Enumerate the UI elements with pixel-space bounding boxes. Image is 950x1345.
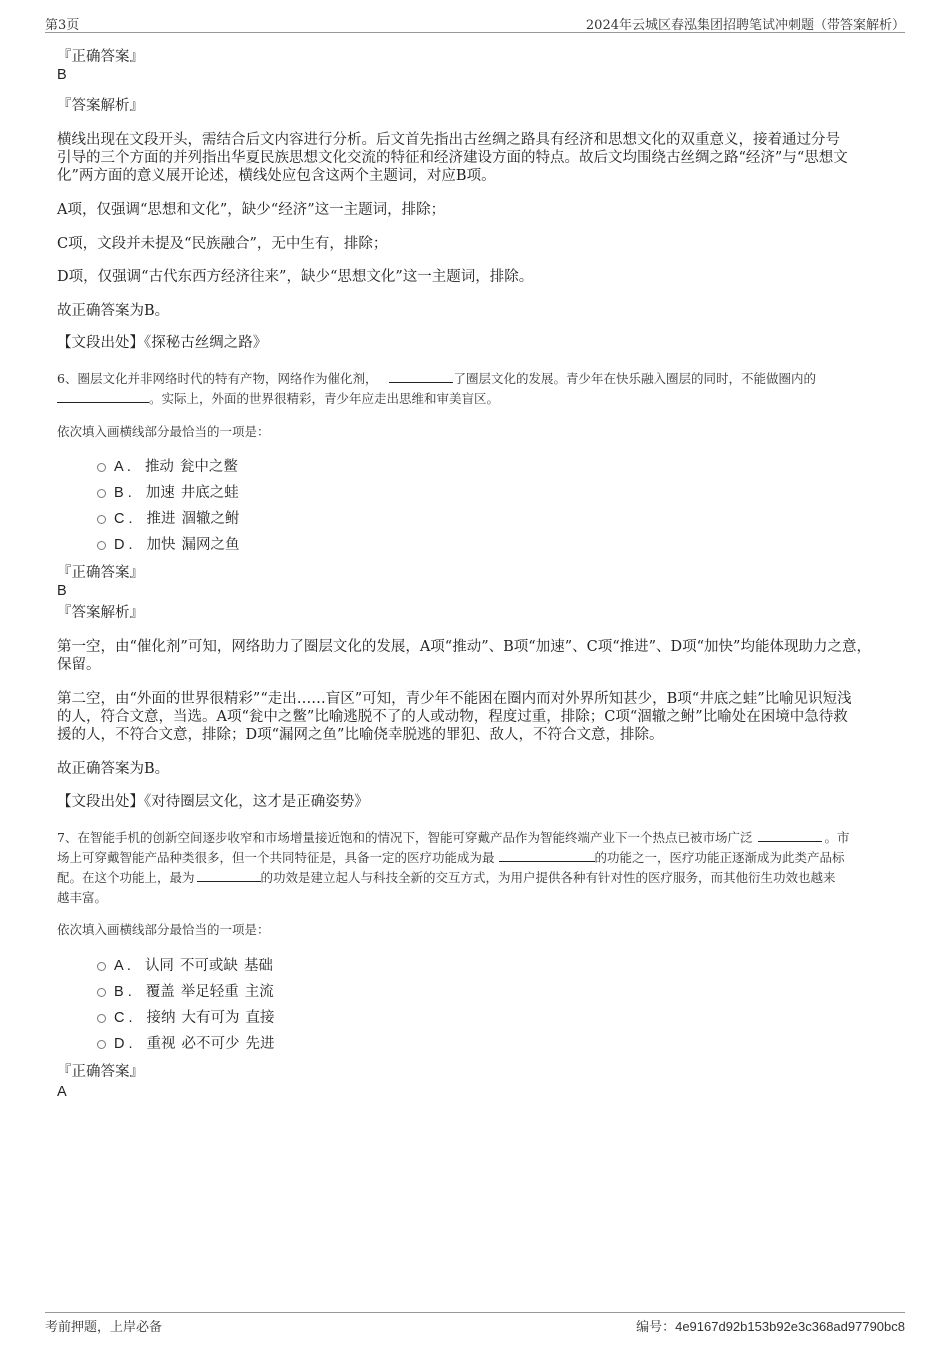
q7-stem-text: 场上可穿戴智能产品种类很多，但一个共同特征是，具备一定的医疗功能成为最	[57, 850, 495, 865]
option-letter: D .	[114, 537, 133, 553]
option-word: 不可或缺	[179, 958, 238, 974]
q6-stem-text: 6、圈层文化并非网络时代的特有产物，网络作为催化剂，	[57, 371, 378, 386]
q6-analysis-line: 第二空，由“外面的世界很精彩”“走出……盲区”可知，青少年不能困在圈内而对外界所知甚少，B项“井底之蛙”比喻见识短浅	[57, 691, 852, 707]
q5-analysis-option-a: A项，仅强调“思想和文化”，缺少“经济”这一主题词，排除；	[57, 202, 446, 218]
document-title: 2024年云城区春泓集团招聘笔试冲刺题（带答案解析）	[585, 18, 905, 33]
q6-analysis-line: 的人，符合文意，当选。A项“瓮中之鳖”比喻逃脱不了的人或动物，程度过重，排除；C项“涸辙之鲋”比喻处在困境中急待救	[57, 709, 848, 725]
q6-source	[57, 793, 887, 811]
q6-option-c[interactable]	[97, 509, 240, 529]
answer-blank	[499, 849, 595, 862]
option-word: 加快	[146, 537, 176, 553]
q7-prompt: 依次填入画横线部分最恰当的一项是：	[57, 922, 270, 937]
option-word: 加速	[145, 485, 175, 501]
document-code	[636, 1316, 905, 1335]
source-title: 《对待圈层文化，这才是正确姿势》	[144, 794, 369, 810]
answer-blank	[758, 829, 822, 842]
radio-icon[interactable]	[97, 541, 106, 550]
q6-analysis-line: 保留。	[57, 657, 101, 673]
q6-answer-label: 『正确答案』	[57, 565, 144, 581]
q7-stem-text: 配。在这个功能上，最为	[57, 870, 195, 885]
answer-blank	[389, 370, 453, 383]
radio-icon[interactable]	[97, 962, 106, 971]
q7-answer: A	[57, 1084, 67, 1100]
q7-stem-text: 7、在智能手机的创新空间逐步收窄和市场增量接近饱和的情况下，智能可穿戴产品作为智能终端产业下一个热点已被市场广泛	[57, 830, 753, 845]
q6-analysis-line: 援的人，不符合文意，排除；D项“漏网之鱼”比喻侥幸脱逃的罪犯、敌人，不符合文意，排除。	[57, 727, 664, 743]
radio-icon[interactable]	[97, 515, 106, 524]
q6-stem-text: 。实际上，外面的世界很精彩，青少年应走出思维和审美盲区。	[149, 391, 500, 406]
option-word: 认同	[144, 958, 174, 974]
footer-slogan: 考前押题，上岸必备	[45, 1320, 163, 1335]
q5-source	[57, 334, 887, 352]
page-header	[45, 14, 905, 33]
option-word: 涸辙之鲋	[181, 511, 240, 527]
q6-stem-text: 了圈层文化的发展。青少年在快乐融入圈层的同时，不能做圈内的	[453, 371, 816, 386]
radio-icon[interactable]	[97, 463, 106, 472]
option-letter: B .	[114, 984, 132, 1000]
option-word: 必不可少	[181, 1036, 240, 1052]
q5-analysis-line: 引导的三个方面的并列指出华夏民族思想文化交流的特征和经济建设方面的特点。故后文均围绕古丝绸之路“经济”与“思想文	[57, 150, 848, 166]
q7-option-b[interactable]	[97, 982, 274, 1002]
radio-icon[interactable]	[97, 988, 106, 997]
option-word: 推动	[144, 459, 174, 475]
q6-analysis-label: 『答案解析』	[57, 605, 144, 621]
q6-conclusion: 故正确答案为B。	[57, 761, 170, 777]
option-letter: A .	[114, 459, 131, 475]
q7-answer-label: 『正确答案』	[57, 1064, 144, 1080]
q7-option-a[interactable]	[97, 956, 273, 976]
option-word: 直接	[245, 1010, 275, 1026]
option-word: 接纳	[146, 1010, 176, 1026]
q6-stem	[57, 369, 887, 409]
option-word: 基础	[243, 958, 273, 974]
option-word: 举足轻重	[180, 984, 239, 1000]
source-label: 【文段出处】	[57, 794, 144, 810]
option-letter: D .	[114, 1036, 133, 1052]
q7-option-c[interactable]	[97, 1008, 275, 1028]
q5-conclusion: 故正确答案为B。	[57, 303, 170, 319]
option-word: 大有可为	[181, 1010, 240, 1026]
code-label: 编号：	[636, 1320, 676, 1335]
q5-analysis-option-d: D项，仅强调“古代东西方经济往来”，缺少“思想文化”这一主题词，排除。	[57, 269, 534, 285]
option-letter: C .	[114, 511, 133, 527]
q6-prompt: 依次填入画横线部分最恰当的一项是：	[57, 424, 270, 439]
q6-option-d[interactable]	[97, 535, 240, 555]
q5-analysis-line: 化”两方面的意义展开论述，横线处应包含这两个主题词，对应B项。	[57, 168, 496, 184]
q7-stem-text: 越丰富。	[57, 890, 108, 905]
radio-icon[interactable]	[97, 489, 106, 498]
q5-analysis-label: 『答案解析』	[57, 98, 144, 114]
q7-option-d[interactable]	[97, 1034, 275, 1054]
q6-answer: B	[57, 583, 67, 599]
q6-option-a[interactable]	[97, 457, 238, 477]
q7-stem-text: 的功能之一，医疗功能正逐渐成为此类产品标	[594, 850, 845, 865]
q5-answer-label: 『正确答案』	[57, 49, 144, 65]
radio-icon[interactable]	[97, 1040, 106, 1049]
code-value: 4e9167d92b153b92e3c368ad97790bc8	[675, 1319, 905, 1334]
option-word: 主流	[244, 984, 274, 1000]
q5-answer: B	[57, 67, 67, 83]
q5-analysis-option-c: C项，文段并未提及“民族融合”，无中生有，排除；	[57, 236, 388, 252]
q7-stem-text: 的功效是建立起人与科技全新的交互方式，为用户提供各种有针对性的医疗服务，而其他衍生功效也越来	[260, 870, 836, 885]
q6-option-b[interactable]	[97, 483, 239, 503]
q7-stem	[57, 828, 887, 908]
q7-stem-text: 。市	[824, 830, 850, 845]
option-word: 瓮中之鳖	[179, 459, 238, 475]
page-number: 第3页	[45, 18, 80, 33]
answer-blank	[57, 390, 149, 403]
option-letter: B .	[114, 485, 132, 501]
source-label: 【文段出处】	[57, 335, 144, 351]
option-word: 井底之蛙	[180, 485, 239, 501]
option-word: 漏网之鱼	[181, 537, 240, 553]
option-word: 重视	[146, 1036, 176, 1052]
q5-analysis-line: 横线出现在文段开头，需结合后文内容进行分析。后文首先指出古丝绸之路具有经济和思想文化的双重意义，接着通过分号	[57, 132, 840, 148]
q6-analysis-line: 第一空，由“催化剂”可知，网络助力了圈层文化的发展，A项“推动”、B项“加速”、C项“推进”、D项“加快”均能体现助力之意，	[57, 639, 871, 655]
option-word: 推进	[146, 511, 176, 527]
source-title: 《探秘古丝绸之路》	[144, 335, 268, 351]
option-letter: C .	[114, 1010, 133, 1026]
option-word: 先进	[245, 1036, 275, 1052]
page-footer	[45, 1312, 905, 1335]
option-letter: A .	[114, 958, 131, 974]
option-word: 覆盖	[145, 984, 175, 1000]
radio-icon[interactable]	[97, 1014, 106, 1023]
answer-blank	[197, 869, 261, 882]
